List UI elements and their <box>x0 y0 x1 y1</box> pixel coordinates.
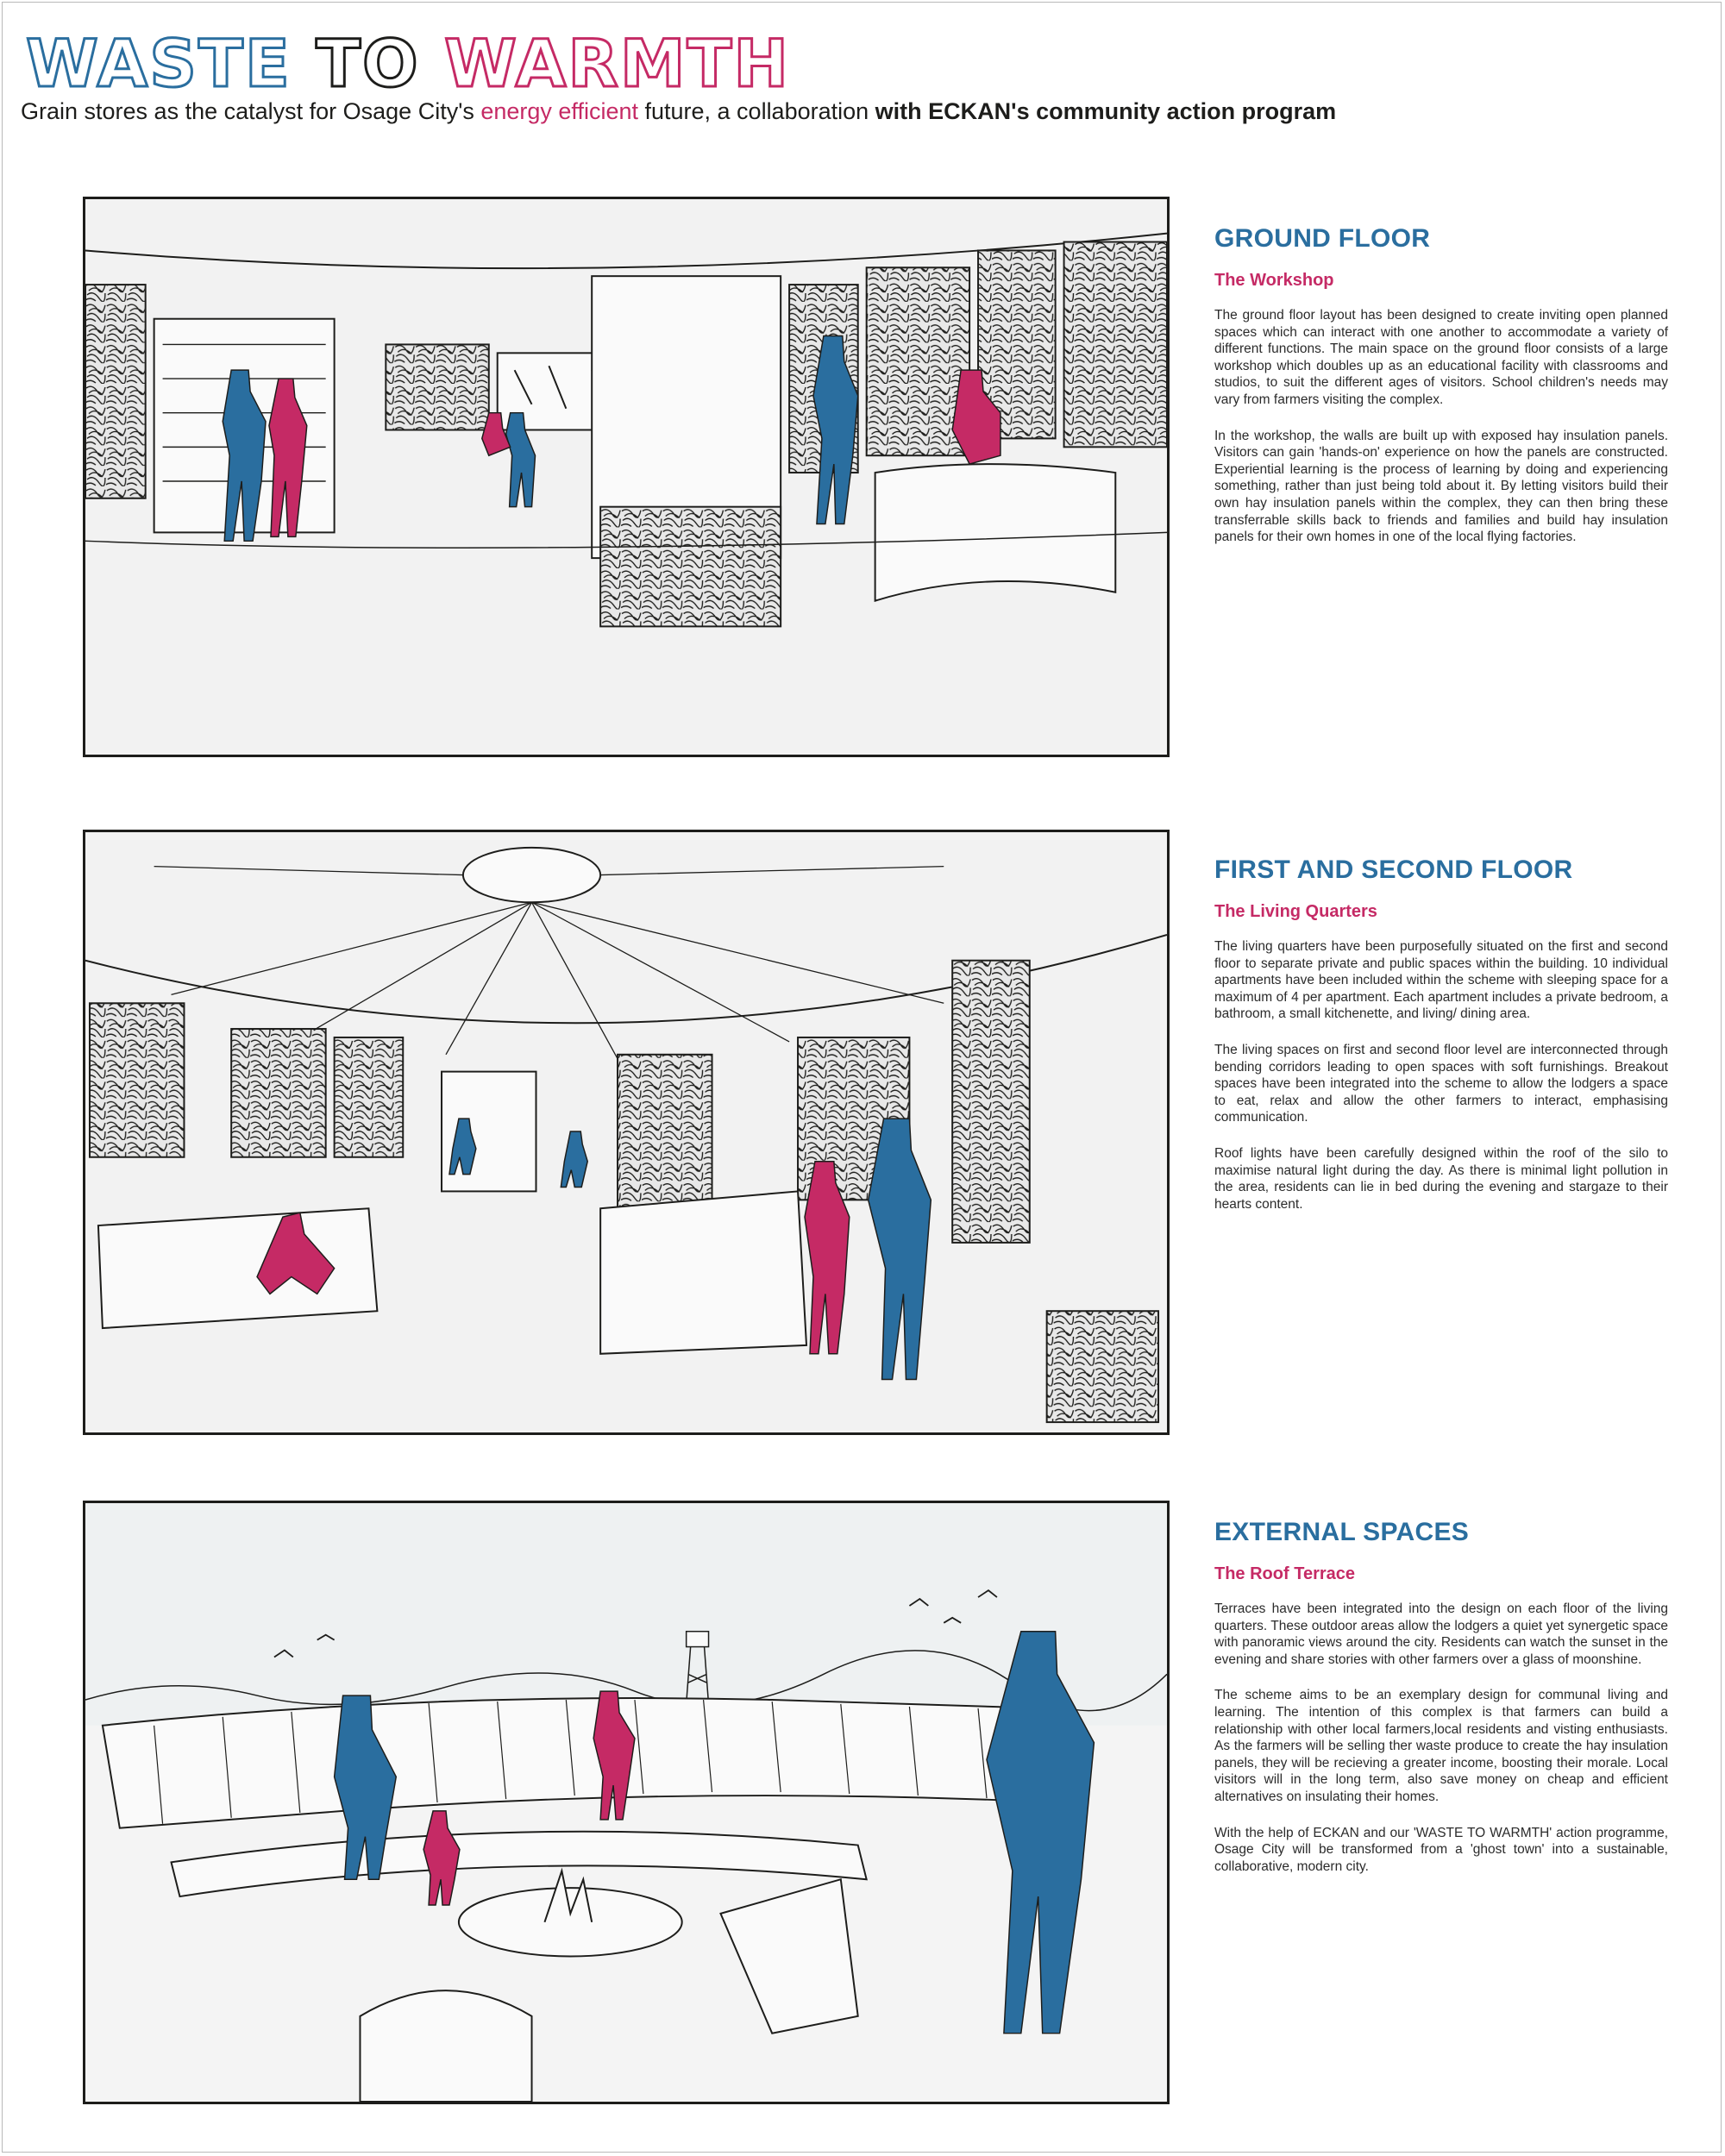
poster-title <box>26 26 790 102</box>
section-paragraph: The scheme aims to be an exemplary design for communal living and learning. The intention of this complex is that farmers can build a relationship with other local farmers,local residents and visting enthusiasts. As the farmers will be selling ther waste produce to create the hay insulation panels, they will be recieving a greater income, boosting their morale. Local visitors will in the long term, also save money on cheap and efficient alternatives on insulating their homes. <box>1214 1688 1668 1804</box>
external-spaces-section <box>1214 1516 1668 1894</box>
section-subheading: The Living Quarters <box>1214 902 1377 921</box>
title-waste: WASTE <box>26 25 292 102</box>
section-subheading: The Workshop <box>1214 271 1334 290</box>
roof-terrace-illustration <box>85 1503 1167 2102</box>
section-paragraph: The living quarters have been purposefully situated on the first and second floor to separate private and public spaces within the building. 10 individual apartments have been included within the scheme with sleeping space for a maximum of 4 per apartment. Each apartment includes a private bedroom, a bathroom, a small kitchenette, and living/ dining area. <box>1214 939 1668 1022</box>
section-paragraph: Roof lights have been carefully designed within the roof of the silo to maximise natural light during the day. As there is minimal light pollution in the area, residents can lie in bed during the evening and stargaze to their hearts content. <box>1214 1145 1668 1212</box>
section-paragraph: With the help of ECKAN and our 'WASTE TO WARMTH' action programme, Osage City will be transformed from a 'ghost town' into a sustainable, collaborative, modern city. <box>1214 1825 1668 1874</box>
section-heading: GROUND FLOOR <box>1214 224 1431 253</box>
living-quarters-sketch <box>83 830 1170 1435</box>
first-second-floor-section <box>1214 854 1668 1232</box>
section-paragraph: The ground floor layout has been designed to create inviting open planned spaces which can interact with one another to accommodate a variety of different functions. The main space on the ground floor consists of a large workshop which doubles up as an educational facility with classrooms and studios, to suit the different ages of visitors. School children's needs may vary from farmers visiting the complex. <box>1214 308 1668 407</box>
section-paragraph: In the workshop, the walls are built up with exposed hay insulation panels. Visitors can gain 'hands-on' experience on how the panels are constructed. Experiential learning is the process of learning by doing and experiencing something, rather than just being told about it. By letting visitors build their own hay insulation panels within the complex, they can then bring these transferrable skills back to friends and families and build hay insulation panels for their own homes in one of the local flying factories. <box>1214 428 1668 545</box>
workshop-illustration <box>85 199 1167 755</box>
subtitle-lead: Grain stores as the catalyst for Osage City's <box>21 98 481 124</box>
title-to: TO <box>316 25 420 102</box>
title-warmth: WARMTH <box>444 25 790 102</box>
section-heading: FIRST AND SECOND FLOOR <box>1214 856 1573 884</box>
living-quarters-illustration <box>85 832 1167 1432</box>
subtitle-end: with ECKAN's community action program <box>875 98 1337 124</box>
workshop-sketch <box>83 197 1170 757</box>
section-paragraph: Terraces have been integrated into the design on each floor of the living quarters. These outdoor areas allow the lodgers a quiet yet synergetic space with panoramic views around the city. Residents can watch the sunset in the evening and share stories with other farmers over a glass of moonshine. <box>1214 1601 1668 1667</box>
section-paragraph: The living spaces on first and second floor level are interconnected through bending corridors leading to open spaces with soft furnishings. Breakout spaces have been integrated into the scheme to allow the lodgers a space to eat, relax and allow the other farmers to interact, emphasising communication. <box>1214 1042 1668 1125</box>
subtitle-middle: future, a collaboration <box>637 98 875 124</box>
poster-subtitle <box>21 97 1336 126</box>
subtitle-accent: energy efficient <box>480 98 638 124</box>
roof-terrace-sketch <box>83 1501 1170 2104</box>
section-subheading: The Roof Terrace <box>1214 1564 1355 1583</box>
section-heading: EXTERNAL SPACES <box>1214 1518 1470 1546</box>
ground-floor-section <box>1214 222 1668 565</box>
